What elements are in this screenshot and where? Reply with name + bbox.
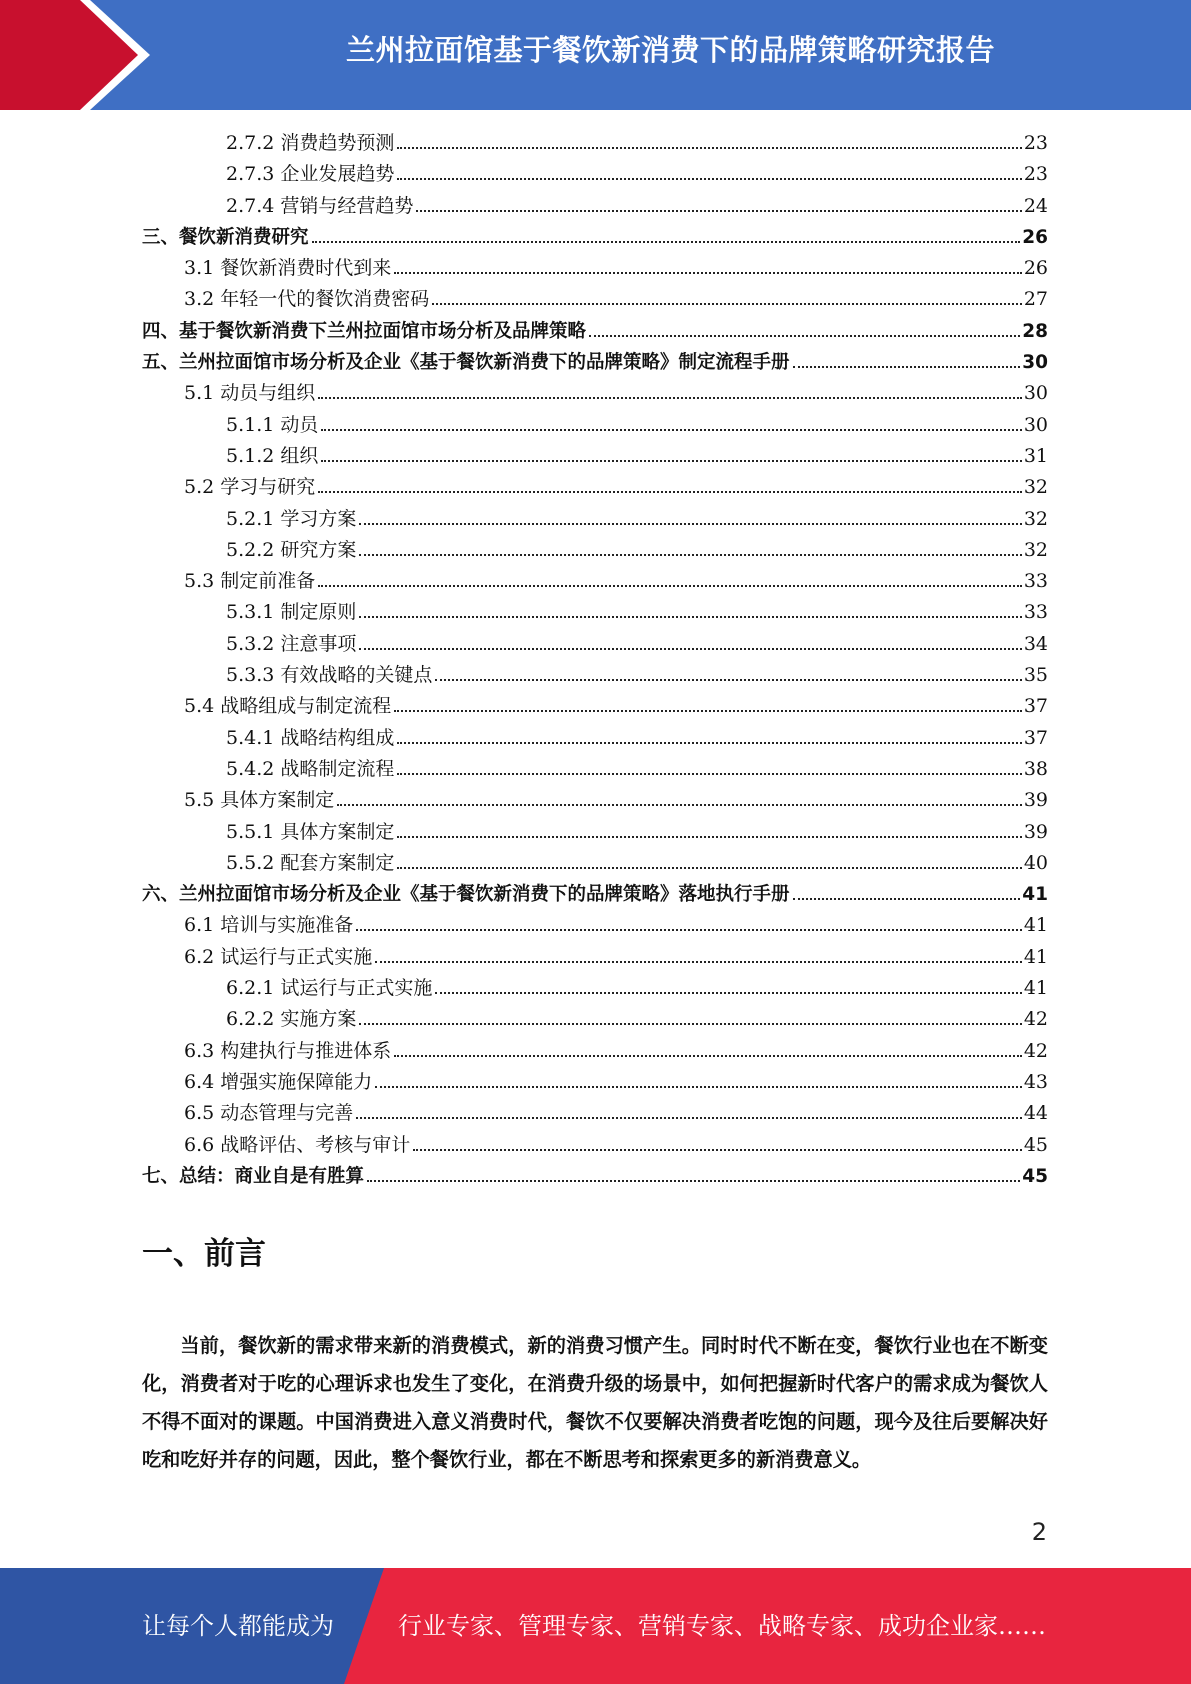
document-title: 兰州拉面馆基于餐饮新消费下的品牌策略研究报告 <box>345 33 995 67</box>
toc-entry[interactable] <box>142 942 1048 973</box>
toc-dot-leader <box>394 272 1022 274</box>
header-banner <box>0 0 1191 110</box>
footer-slogan-right: 行业专家、管理专家、营销专家、战略专家、成功企业家…… <box>398 1612 1046 1640</box>
toc-entry-title: 5.3.2 注意事项 <box>226 632 357 655</box>
toc-entry[interactable] <box>142 410 1048 441</box>
toc-entry[interactable] <box>142 347 1048 378</box>
toc-entry-page: 33 <box>1023 570 1048 593</box>
toc-entry-page: 27 <box>1023 288 1048 311</box>
toc-entry-page: 31 <box>1023 444 1048 467</box>
toc-entry-page: 35 <box>1023 664 1048 687</box>
toc-entry-page: 23 <box>1023 132 1048 154</box>
toc-entry[interactable] <box>142 817 1048 848</box>
toc-entry[interactable] <box>142 723 1048 754</box>
toc-entry[interactable] <box>142 316 1048 347</box>
toc-entry[interactable] <box>142 1036 1048 1067</box>
section-paragraph: 当前，餐饮新的需求带来新的消费模式，新的消费习惯产生。同时时代不断在变，餐饮行业也在不断变化，消费者对于吃的心理诉求也发生了变化，在消费升级的场景中，如何把握新时代客户的需求成为餐饮人不得不面对的课题。中国消费进入意义消费时代，餐饮不仅要解决消费者吃饱的问题，现今及往后要解决好吃和吃好并存的问题，因此，整个餐饮行业，都在不断思考和探索更多的新消费意义。 <box>142 1334 1048 1471</box>
toc-dot-leader <box>416 210 1021 212</box>
toc-entry-page: 23 <box>1023 163 1048 186</box>
toc-dot-leader <box>397 147 1021 149</box>
toc-entry-title: 5.1.1 动员 <box>226 413 319 436</box>
toc-dot-leader <box>359 554 1021 556</box>
toc-dot-leader <box>432 303 1022 305</box>
toc-dot-leader <box>318 491 1022 493</box>
toc-entry-title: 6.4 增强实施保障能力 <box>184 1070 373 1093</box>
toc-entry-title: 5.4 战略组成与制定流程 <box>184 695 392 718</box>
toc-entry-page: 24 <box>1023 194 1048 217</box>
toc-entry[interactable] <box>142 597 1048 628</box>
toc-entry-title: 5.3.1 制定原则 <box>226 601 357 624</box>
toc-entry[interactable] <box>142 910 1048 941</box>
toc-entry[interactable] <box>142 848 1048 879</box>
toc-entry[interactable] <box>142 691 1048 722</box>
toc-entry[interactable] <box>142 1161 1048 1192</box>
toc-dot-leader <box>321 429 1021 431</box>
toc-entry-title: 5.3.3 有效战略的关键点 <box>226 664 433 687</box>
toc-dot-leader <box>359 616 1021 618</box>
toc-entry[interactable] <box>142 441 1048 472</box>
toc-entry-title: 三、餐饮新消费研究 <box>142 226 309 248</box>
toc-entry-page: 30 <box>1022 352 1048 374</box>
toc-entry-title: 5.4.2 战略制定流程 <box>226 757 395 780</box>
toc-dot-leader <box>793 898 1021 900</box>
toc-entry-title: 6.2 试运行与正式实施 <box>184 945 373 968</box>
toc-entry-title: 6.3 构建执行与推进体系 <box>184 1039 392 1062</box>
toc-entry-page: 33 <box>1023 601 1048 624</box>
toc-entry-page: 41 <box>1023 914 1048 937</box>
toc-entry[interactable] <box>142 284 1048 315</box>
toc-entry[interactable] <box>142 128 1048 159</box>
toc-entry-page: 41 <box>1023 977 1048 1000</box>
toc-dot-leader <box>367 1180 1020 1182</box>
toc-dot-leader <box>435 679 1021 681</box>
toc-entry-title: 3.2 年轻一代的餐饮消费密码 <box>184 288 430 311</box>
section-heading: 一、前言 <box>142 1236 266 1272</box>
toc-entry-page: 39 <box>1023 820 1048 843</box>
toc-entry[interactable] <box>142 1067 1048 1098</box>
table-of-contents <box>142 128 1048 1192</box>
toc-dot-leader <box>397 773 1021 775</box>
toc-dot-leader <box>356 929 1022 931</box>
toc-entry-title: 5.5 具体方案制定 <box>184 789 335 812</box>
toc-entry-title: 5.2.1 学习方案 <box>226 507 357 530</box>
toc-entry-title: 5.5.1 具体方案制定 <box>226 820 395 843</box>
toc-entry-title: 5.3 制定前准备 <box>184 570 316 593</box>
toc-entry-title: 6.6 战略评估、考核与审计 <box>184 1133 411 1156</box>
toc-entry[interactable] <box>142 472 1048 503</box>
toc-entry-page: 40 <box>1023 851 1048 874</box>
toc-entry-page: 41 <box>1022 884 1048 906</box>
toc-entry-title: 2.7.2 消费趋势预测 <box>226 132 395 154</box>
toc-entry-title: 5.1.2 组织 <box>226 444 319 467</box>
toc-entry[interactable] <box>142 754 1048 785</box>
toc-entry-page: 37 <box>1023 695 1048 718</box>
toc-entry-title: 5.1 动员与组织 <box>184 382 316 405</box>
toc-entry-page: 43 <box>1023 1070 1048 1093</box>
toc-dot-leader <box>318 585 1022 587</box>
toc-entry-page: 38 <box>1023 757 1048 780</box>
toc-entry[interactable] <box>142 629 1048 660</box>
toc-dot-leader <box>359 523 1021 525</box>
toc-entry-page: 32 <box>1023 538 1048 561</box>
toc-dot-leader <box>359 1023 1021 1025</box>
toc-entry[interactable] <box>142 660 1048 691</box>
toc-entry[interactable] <box>142 191 1048 222</box>
toc-dot-leader <box>375 1086 1022 1088</box>
toc-entry-page: 44 <box>1023 1102 1048 1125</box>
toc-entry-page: 45 <box>1022 1165 1048 1187</box>
toc-dot-leader <box>793 366 1021 368</box>
toc-entry-title: 5.2.2 研究方案 <box>226 538 357 561</box>
toc-dot-leader <box>337 804 1022 806</box>
toc-dot-leader <box>397 867 1021 869</box>
toc-dot-leader <box>413 1149 1022 1151</box>
toc-dot-leader <box>321 460 1021 462</box>
toc-entry-title: 六、兰州拉面馆市场分析及企业《基于餐饮新消费下的品牌策略》落地执行手册 <box>142 884 790 906</box>
toc-entry-page: 30 <box>1023 382 1048 405</box>
toc-entry[interactable] <box>142 1130 1048 1161</box>
toc-entry[interactable] <box>142 879 1048 910</box>
toc-dot-leader <box>397 742 1021 744</box>
toc-entry-page: 30 <box>1023 413 1048 436</box>
toc-entry-page: 42 <box>1023 1039 1048 1062</box>
toc-entry-page: 26 <box>1022 226 1048 248</box>
toc-entry-title: 6.5 动态管理与完善 <box>184 1102 354 1125</box>
toc-entry[interactable] <box>142 566 1048 597</box>
toc-entry-title: 6.1 培训与实施准备 <box>184 914 354 937</box>
toc-entry-page: 28 <box>1022 320 1048 342</box>
toc-dot-leader <box>435 992 1021 994</box>
page-number: 2 <box>1031 1518 1047 1546</box>
toc-entry[interactable] <box>142 378 1048 409</box>
chevron-decoration <box>0 0 160 110</box>
toc-entry[interactable] <box>142 785 1048 816</box>
toc-dot-leader <box>375 961 1022 963</box>
toc-entry-title: 5.5.2 配套方案制定 <box>226 851 395 874</box>
toc-entry[interactable] <box>142 504 1048 535</box>
toc-dot-leader <box>318 397 1022 399</box>
toc-entry[interactable] <box>142 159 1048 190</box>
toc-entry[interactable] <box>142 535 1048 566</box>
toc-entry-page: 32 <box>1023 507 1048 530</box>
toc-entry-title: 6.2.2 实施方案 <box>226 1008 357 1031</box>
toc-entry-page: 32 <box>1023 476 1048 499</box>
toc-entry-page: 42 <box>1023 1008 1048 1031</box>
toc-entry-title: 6.2.1 试运行与正式实施 <box>226 977 433 1000</box>
toc-entry-title: 5.2 学习与研究 <box>184 476 316 499</box>
toc-entry-page: 26 <box>1023 257 1048 280</box>
toc-entry[interactable] <box>142 1004 1048 1035</box>
toc-dot-leader <box>394 710 1022 712</box>
toc-entry-page: 45 <box>1023 1133 1048 1156</box>
toc-entry-title: 2.7.4 营销与经营趋势 <box>226 194 414 217</box>
toc-entry-title: 5.4.1 战略结构组成 <box>226 726 395 749</box>
toc-dot-leader <box>312 241 1021 243</box>
toc-entry[interactable] <box>142 222 1048 253</box>
toc-entry-title: 五、兰州拉面馆市场分析及企业《基于餐饮新消费下的品牌策略》制定流程手册 <box>142 352 790 374</box>
toc-entry[interactable] <box>142 253 1048 284</box>
toc-entry[interactable] <box>142 973 1048 1004</box>
footer-slogan-left: 让每个人都能成为 <box>142 1612 334 1640</box>
toc-entry-title: 七、总结：商业自是有胜算 <box>142 1165 365 1187</box>
toc-entry-title: 四、基于餐饮新消费下兰州拉面馆市场分析及品牌策略 <box>142 320 587 342</box>
toc-entry[interactable] <box>142 1098 1048 1129</box>
toc-entry-page: 34 <box>1023 632 1048 655</box>
toc-entry-page: 41 <box>1023 945 1048 968</box>
footer-banner <box>0 1568 1191 1684</box>
toc-dot-leader <box>589 335 1020 337</box>
toc-dot-leader <box>356 1117 1022 1119</box>
toc-entry-page: 37 <box>1023 726 1048 749</box>
toc-entry-title: 2.7.3 企业发展趋势 <box>226 163 395 186</box>
toc-entry-page: 39 <box>1023 789 1048 812</box>
toc-dot-leader <box>359 648 1021 650</box>
toc-entry-title: 3.1 餐饮新消费时代到来 <box>184 257 392 280</box>
toc-dot-leader <box>394 1055 1022 1057</box>
toc-dot-leader <box>397 836 1021 838</box>
toc-dot-leader <box>397 178 1021 180</box>
